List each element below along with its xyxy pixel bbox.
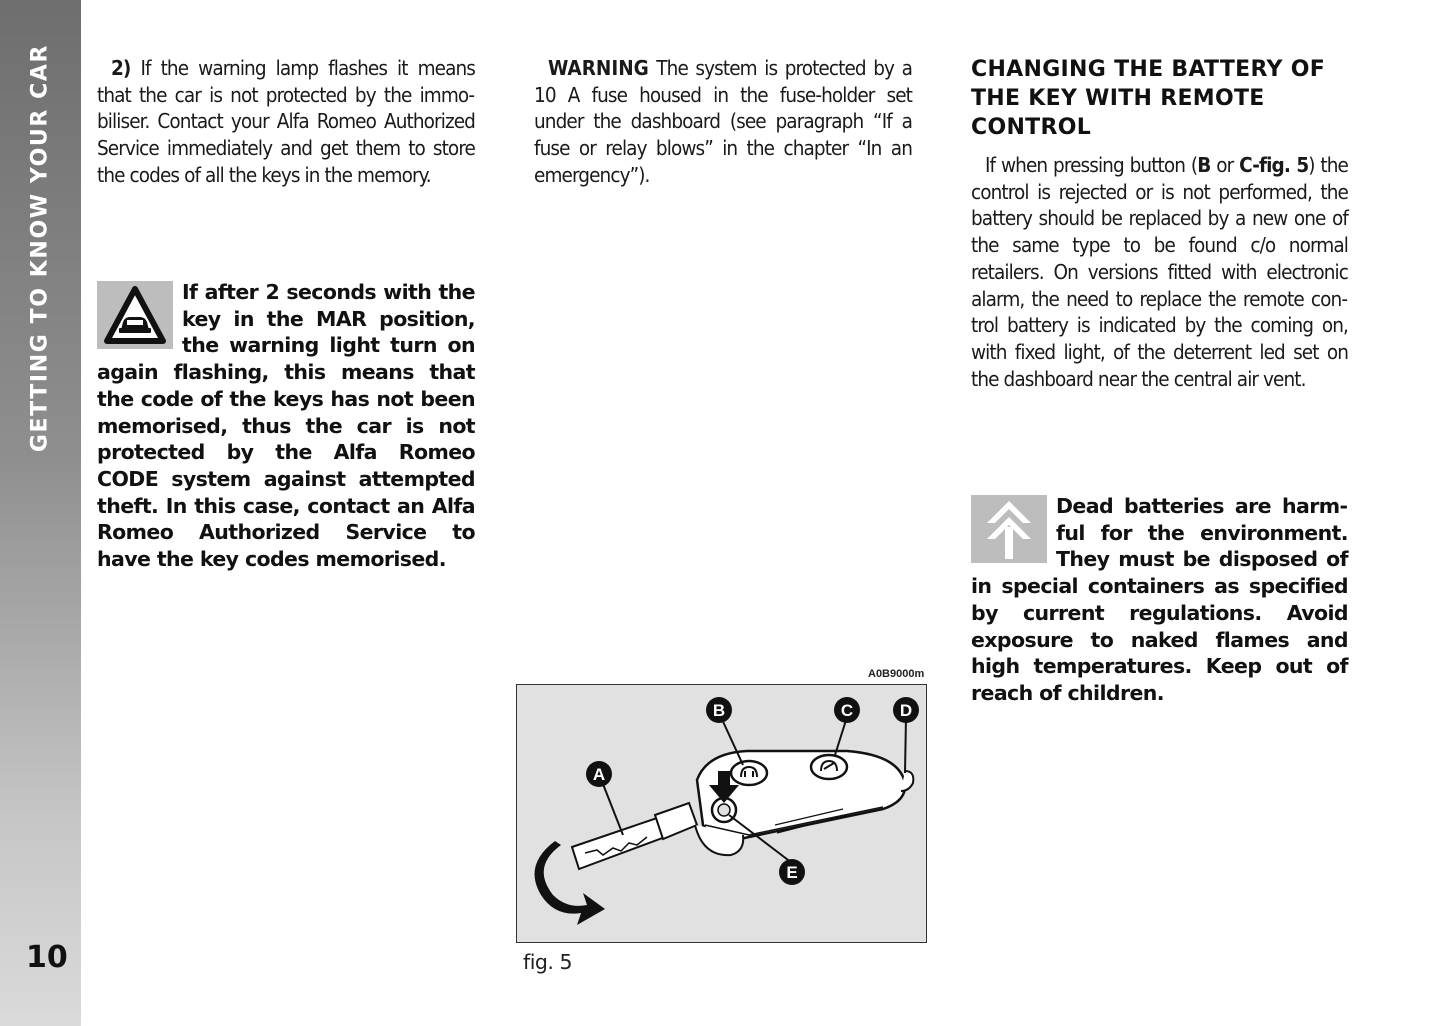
- ref-button-c: C-fig. 5: [1239, 153, 1309, 177]
- label-c: C: [840, 701, 854, 720]
- environment-warning-block: [971, 493, 1348, 707]
- battery-change-text: [971, 152, 1348, 392]
- callout-a: [586, 761, 612, 787]
- note-number: 2): [111, 56, 131, 80]
- body-prefix: If when pressing button (: [985, 153, 1198, 177]
- label-b: B: [712, 701, 726, 720]
- fuse-warning: [534, 55, 912, 189]
- callout-e: [779, 859, 805, 885]
- left-warning-block: [97, 279, 475, 573]
- warning-label: WARNING: [548, 56, 649, 80]
- label-a: A: [592, 765, 606, 784]
- chapter-title: GETTING TO KNOW YOUR CAR: [27, 43, 53, 453]
- section-heading: CHANGING THE BATTERY OF THE KEY WITH REMOTE CONTROL: [971, 57, 1326, 140]
- body-or: or: [1210, 153, 1240, 177]
- figure-caption: fig. 5: [523, 950, 573, 974]
- page-number: 10: [26, 940, 68, 975]
- left-column: [97, 55, 475, 189]
- ref-button-b: B: [1197, 153, 1211, 177]
- callout-b: [706, 697, 732, 723]
- label-e: E: [786, 863, 798, 882]
- figure-code: A0B9000m: [868, 668, 925, 680]
- callout-d: [893, 697, 919, 723]
- right-column: [971, 55, 1348, 392]
- callout-c: [834, 697, 860, 723]
- recycle-arrows-icon: [971, 495, 1047, 563]
- key-figure: [516, 684, 927, 943]
- car-warning-triangle-icon: [97, 281, 173, 349]
- environment-warning-text: Dead batteries are harmful for the environment. They must be disposed of in special containers as specified by current regulations. Avoid exposure to naked flames and high temperatures. Keep out of reach of children.: [971, 494, 1348, 705]
- note-text: If the warning lamp flashes it means that the car is not protected by the immobiliser. Contact your Alfa Romeo Authorized Service immediately and get them to store the codes of all the keys in the memory.: [97, 56, 475, 187]
- immobiliser-warning-text: If after 2 seconds with the key in the MAR position, the warning light turn on again flashing, this means that the code of the keys has not been memorised, thus the car is not protected by the Alfa Romeo CODE system against attempted theft. In this case, contact an Alfa Romeo Authorized Service to have the key codes memorised.: [97, 280, 475, 572]
- body-rest: ) the control is rejected or is not performed, the battery should be replaced by a new one of the same type to be found c/o normal retailers. On versions fitted with electronic alarm, the need to replace the remote control battery is indicated by the coming on, with fixed light, of the deterrent led set on the dashboard near the central air vent.: [971, 153, 1348, 391]
- remote-button-b: [731, 761, 767, 785]
- middle-column: [534, 55, 912, 189]
- label-d: D: [899, 701, 913, 720]
- immobiliser-note: [97, 55, 475, 189]
- fuse-warning-text: The system is protected by a 10 A fuse housed in the fuse-holder set under the dashboard (see paragraph “If a fuse or relay blows” in the chapter “In an emergency”).: [534, 56, 912, 187]
- chapter-sidebar: [0, 0, 81, 1026]
- key-blade: [572, 803, 697, 869]
